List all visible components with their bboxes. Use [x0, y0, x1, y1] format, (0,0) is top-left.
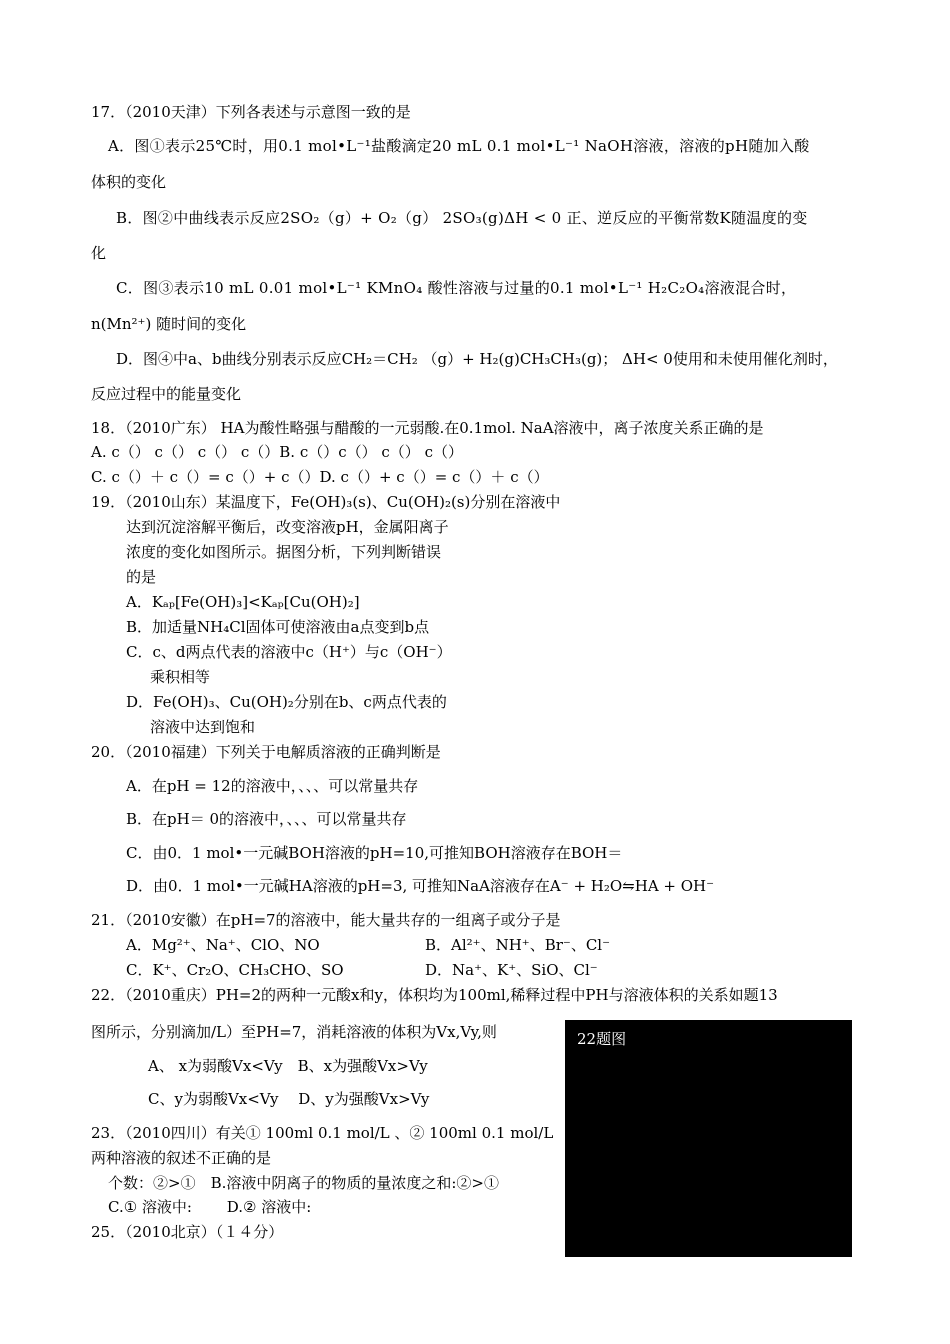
line-q23-ab: 个数：②>① B.溶液中阴离子的物质的量浓度之和:②>①: [108, 1174, 499, 1192]
line-q19-d-cont: 溶液中达到饱和: [150, 718, 256, 736]
line-q19-a: A．Kₐₚ[Fe(OH)₃]<Kₐₚ[Cu(OH)₂]: [126, 593, 360, 611]
line-q19-cont3: 的是: [126, 568, 157, 586]
line-q17-d-cont: 反应过程中的能量变化: [91, 385, 242, 403]
line-q22-cont: 图所示，分别滴加/L）至PH=7，消耗溶液的体积为Vx,Vy,则: [91, 1023, 497, 1041]
line-q17-a-cont: 体积的变化: [91, 173, 167, 191]
line-q19: 19．（2010山东）某温度下，Fe(OH)₃(s)、Cu(OH)₂(s)分别在溶液中: [91, 493, 561, 511]
line-q20-d: D．由0．1 mol•一元碱HA溶液的pH=3, 可推知NaA溶液存在A⁻ + H₂O⇋HA + OH⁻: [126, 877, 715, 895]
line-q23: 23．（2010四川）有关① 100ml 0.1 mol/L 、② 100ml 0.1 mol/L: [91, 1124, 554, 1142]
line-q25: 25．（2010北京）（１４分）: [91, 1223, 284, 1241]
line-q17-b-cont: 化: [91, 244, 107, 262]
line-q23-cd: C.① 溶液中: D.② 溶液中:: [108, 1198, 312, 1216]
figure-label: 22题图: [577, 1030, 627, 1048]
figure-22: [565, 1020, 852, 1257]
line-q22-ab: A、 x为弱酸Vx<Vy B、x为强酸Vx>Vy: [148, 1057, 428, 1075]
line-q17-d: D．图④中a、b曲线分别表示反应CH₂＝CH₂ （g）+ H₂(g)CH₃CH₃(g)； ΔH< 0使用和未使用催化剂时，: [116, 350, 838, 368]
line-q18-ab: A. c（） c（） c（） c（）B. c（）c（） c（） c（）: [91, 443, 463, 461]
line-q17-c: C．图③表示10 mL 0.01 mol•L⁻¹ KMnO₄ 酸性溶液与过量的0.1 mol•L⁻¹ H₂C₂O₄溶液混合时，: [116, 279, 797, 297]
line-q22: 22．（2010重庆）PH=2的两种一元酸x和y，体积均为100ml,稀释过程中PH与溶液体积的关系如题13: [91, 986, 778, 1004]
line-q19-b: B．加适量NH₄Cl固体可使溶液由a点变到b点: [126, 618, 430, 636]
line-q17-a: A．图①表示25℃时，用0.1 mol•L⁻¹盐酸滴定20 mL 0.1 mol•L⁻¹ NaOH溶液，溶液的pH随加入酸: [108, 137, 810, 155]
line-q20-a: A．在pH = 12的溶液中，、、、可以常量共存: [126, 777, 419, 795]
line-q20-b: B．在pH＝ 0的溶液中，、、、可以常量共存: [126, 810, 407, 828]
line-q19-cont1: 达到沉淀溶解平衡后，改变溶液pH，金属阳离子: [126, 518, 449, 536]
line-q19-c-cont: 乘积相等: [150, 668, 211, 686]
line-q19-cont2: 浓度的变化如图所示。据图分析，下列判断错误: [126, 543, 442, 561]
line-q20: 20．（2010福建）下列关于电解质溶液的正确判断是: [91, 743, 441, 761]
line-q21-c: C．K⁺、Cr₂O、CH₃CHO、SO: [126, 961, 344, 979]
line-q19-c: C．c、d两点代表的溶液中c（H⁺）与c（OH⁻）: [126, 643, 452, 661]
line-q17-c-cont: n(Mn²⁺) 随时间的变化: [91, 315, 247, 333]
line-q18-cd: C. c（）＋ c（）= c（）+ c（）D. c（）+ c（）= c（）＋ c（）: [91, 468, 549, 486]
line-q17: 17．（2010天津）下列各表述与示意图一致的是: [91, 103, 411, 121]
line-q21: 21．（2010安徽）在pH=7的溶液中，能大量共存的一组离子或分子是: [91, 911, 561, 929]
line-q21-d: D．Na⁺、K⁺、SiO、Cl⁻: [425, 961, 598, 979]
line-q21-a: A．Mg²⁺、Na⁺、ClO、NO: [126, 936, 320, 954]
line-q17-b: B．图②中曲线表示反应2SO₂（g）+ O₂（g） 2SO₃(g)ΔH < 0 正、逆反应的平衡常数K随温度的变: [116, 209, 808, 227]
line-q23-cont: 两种溶液的叙述不正确的是: [91, 1149, 272, 1167]
line-q22-cd: C、y为弱酸Vx<Vy D、y为强酸Vx>Vy: [148, 1090, 430, 1108]
line-q21-b: B．Al²⁺、NH⁺、Br⁻、Cl⁻: [425, 936, 611, 954]
line-q20-c: C．由0．1 mol•一元碱BOH溶液的pH=10,可推知BOH溶液存在BOH＝: [126, 844, 623, 862]
line-q18: 18．（2010广东） HA为酸性略强与醋酸的一元弱酸.在0.1mol. NaA溶液中，离子浓度关系正确的是: [91, 419, 764, 437]
line-q19-d: D．Fe(OH)₃、Cu(OH)₂分别在b、c两点代表的: [126, 693, 447, 711]
